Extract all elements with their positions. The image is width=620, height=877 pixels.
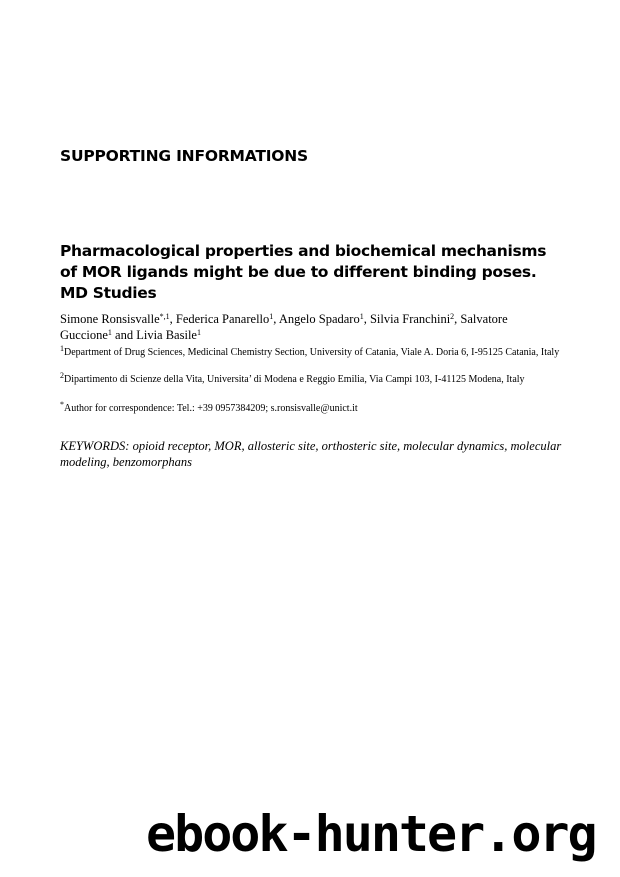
author-separator: , — [363, 312, 370, 326]
author-affiliation-mark: 1 — [196, 328, 201, 337]
affiliation-2 — [60, 373, 565, 386]
author-affiliation-mark: 1 — [107, 328, 112, 337]
correspondence-note — [60, 402, 358, 415]
author-name: Angelo Spadaro — [278, 312, 360, 326]
author-name: Simone Ronsisvalle — [60, 312, 160, 326]
affiliation-text: Department of Drug Sciences, Medicinal Chemistry Section, University of Catania, Viale A. Doria 6, I-95125 Catania, Italy — [64, 347, 560, 358]
affiliation-1 — [60, 346, 565, 359]
author-affiliation-mark: 1 — [359, 312, 364, 321]
author-affiliation-mark: 2 — [450, 312, 455, 321]
correspondence-mark: * — [60, 400, 64, 409]
author-separator: , — [454, 312, 461, 326]
author-list — [60, 311, 560, 343]
author-affiliation-mark: 1 — [269, 312, 274, 321]
author-name: Federica Panarello — [175, 312, 270, 326]
author-separator: , — [169, 312, 176, 326]
affiliation-text: Dipartimento di Scienze della Vita, Universita’ di Modena e Reggio Emilia, Via Campi 103, I-41125 Modena, Italy — [64, 374, 525, 385]
author-separator: and — [111, 328, 137, 342]
author-separator: , — [273, 312, 279, 326]
supporting-info-heading: SUPPORTING INFORMATIONS — [60, 147, 309, 165]
watermark-text: ebook-hunter.org — [146, 805, 596, 863]
author-name: Silvia Franchini — [369, 312, 451, 326]
author-name: Salvatore Guccione — [60, 312, 508, 342]
affiliation-mark: 2 — [60, 371, 64, 380]
affiliation-mark: 1 — [60, 344, 64, 353]
keywords-paragraph: KEYWORDS: opioid receptor, MOR, allosteric site, orthosteric site, molecular dynamics, molecular modeling, benzomorphans — [60, 439, 562, 469]
author-name: Livia Basile — [136, 328, 197, 342]
correspondence-text: Author for correspondence: Tel.: +39 0957384209; s.ronsisvalle@unict.it — [64, 403, 358, 414]
author-affiliation-mark: *,1 — [159, 312, 170, 321]
paper-title: Pharmacological properties and biochemical mechanisms of MOR ligands might be due to different binding poses. MD Studies — [60, 242, 547, 302]
